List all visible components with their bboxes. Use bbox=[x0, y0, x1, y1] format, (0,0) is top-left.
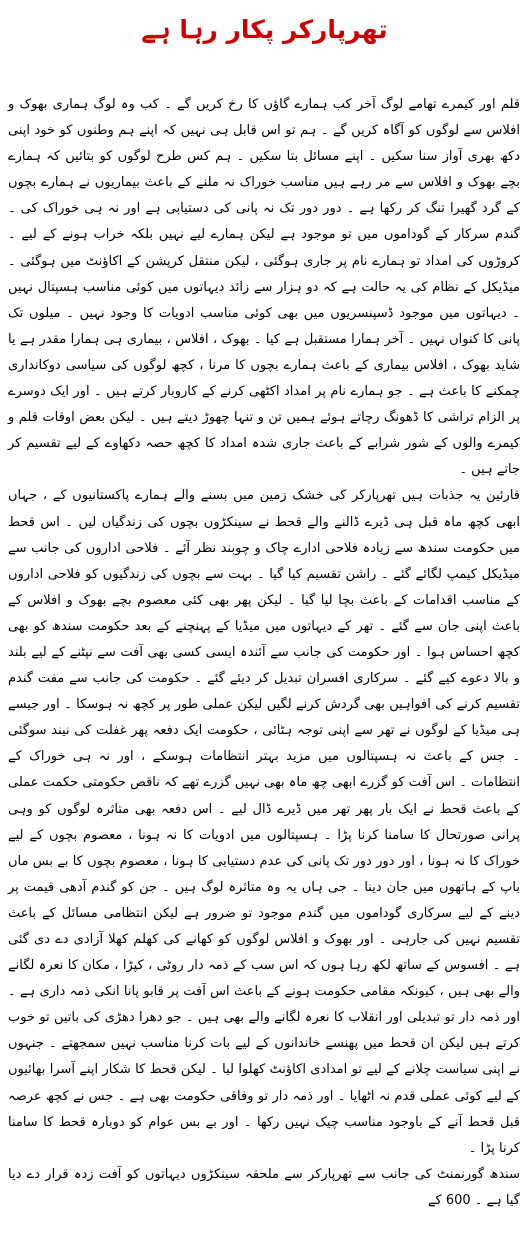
page-title: تھرپارکر پکار رہا ہے bbox=[141, 15, 388, 44]
paragraph-2: قارئین یہ جذبات ہیں تھرپارکر کی خشک زمین میں بسنے والے ہمارے پاکستانیوں کے ، جہاں ابھی کچھ ماہ قبل ہی ڈیرے ڈالنے والے قحط نے سینکڑوں بچوں کی زندگیاں لیں ۔ اس قحط میں حکومت سندھ سے زیادہ فلاحی ادارے چاک و چوبند نظر آئے ۔ فلاحی اداروں کی جانب سے میڈیکل کیمپ لگائے گئے ۔ راشن تقسیم کیا گیا ۔ بہت سے بچوں کی زندگیوں کو فلاحی اداروں کے مناسب اقدامات کے باعث بچا لیا گیا ۔ لیکن پھر بھی کئی معصوم بچے بھوک و افلاس کے باعث اپنی جان سے گئے ۔ تھر کے دیہاتوں میں میڈیا کے پہنچنے کے بعد حکومت سندھ کو بھی کچھ احساس ہوا ۔ اور حکومت کی جانب سے آئندہ ایسی کسی بھی آفت سے نپٹنے کے لیے بلند و بالا دعوے کیے گئے ۔ سرکاری افسران تبدیل کر دیئے گئے ۔ حکومت کی جانب سے مفت گندم تقسیم کرنے کی افواہیں بھی گردش کرنے لگیں لیکن عملی طور پر کچھ نہ ہوسکا ۔ اور جیسے ہی میڈیا کے لوگوں نے تھر سے اپنی توجہ ہٹائی ، حکومت ایک دفعہ پھر غفلت کی نیند سوگئی ۔ جس کے باعث نہ ہسپتالوں میں مزید بہتر انتظامات ہوسکے ، اور نہ ہی خوراک کے انتظامات ۔ اس آفت کو گزرے ابھی چھ ماہ بھی نہیں گزرے تھے کہ ناقص حکومتی حکمت عملی کے باعث قحط نے ایک بار پھر تھر میں ڈیرے ڈال لیے ۔ اس دفعہ بھی متاثرہ لوگوں کو وہی پرانی صورتحال کا سامنا کرنا پڑا ۔ ہسپتالوں میں ادویات کا نہ ہونا ، معصوم بچوں کے لیے خوراک کا نہ ہونا ، اور دور دور تک پانی کی عدم دستیابی کا ہونا ، معصوم بچوں کا بے بس ماں باپ کے ہاتھوں میں جان دینا ۔ جی ہاں یہ وہ متاثرہ لوگ ہیں ۔ جن کو گندم آدھی قیمت پر دینے کے لیے سرکاری گوداموں میں گندم موجود تو ضرور ہے لیکن انتظامی مسائل کے باعث تقسیم نہیں کی جارہی ۔ اور بھوک و افلاس لوگوں کو کھانے کی کھلم کھلا آزادی دے دی گئی ہے ۔ افسوس کے ساتھ لکھ رہا ہوں کہ اس سب کے ذمہ دار روٹی ، کپڑا ، مکان کا نعرہ لگانے والے بھی ہیں ، کیونکہ مقامی حکومت ہونے کے باعث اس آفت پر قابو پانا انکی ذمہ داری ہے ۔ اور ذمہ دار تو تبدیلی اور انقلاب کا نعرہ لگانے والے بھی ہیں ۔ جو دھرا دھڑی کی باتیں تو خوب کرتے ہیں لیکن ان قحط میں پھنسے خاندانوں کے لیے بات کرنا مناسب نہیں سمجھتے ۔ جنہوں نے اپنی سیاست چلانے کے لیے تو امدادی اکاؤنٹ کھلوا لیا ۔ لیکن قحط کا شکار اپنے آسرا بھائیوں کے لیے کوئی عملی قدم نہ اٹھایا ۔ اور ذمہ دار تو وفاقی حکومت بھی ہے ۔ جس نے کچھ عرصہ قبل قحط آنے کے باوجود مناسب چیک نہیں رکھا ۔ اور بے بس عوام کو دوبارہ قحط کا سامنا کرنا پڑا ۔ bbox=[8, 488, 520, 1156]
article-body bbox=[8, 92, 520, 1214]
paragraph-1: قلم اور کیمرے تھامے لوگ آخر کب ہمارے گاؤں کا رخ کریں گے ۔ کب وہ لوگ ہماری بھوک و افلاس سے لوگوں کو آگاہ کریں گے ۔ ہم تو اس قابل ہی نہیں کہ اپنے ہم وطنوں کو خود اپنی دکھ بھری آواز سنا سکیں ۔ اپنے مسائل بتا سکیں ۔ ہم کس طرح لوگوں کو بتائیں کہ ہمارے بچے بھوک و افلاس سے مر رہے ہیں مناسب خوراک نہ ملنے کے باعث بیماریوں نے ہمارے بچوں کے گرد گھیرا تنگ کر رکھا ہے ۔ دور دور تک نہ پانی کی دستیابی ہے اور نہ ہی خوراک کی ۔ گندم سرکار کے گوداموں میں تو موجود ہے لیکن ہمارے لیے نہیں بلکہ خراب ہونے کے لیے ۔ کروڑوں کی امداد تو ہمارے نام پر جاری ہوگئی ، لیکن منتقل کرپشن کے اکاؤنٹ میں ہوگئی ۔ میڈیکل کے نظام کی یہ حالت ہے کہ دو ہزار سے زائد دیہاتوں میں کوئی مناسب ہسپتال نہیں ۔ دیہاتوں میں موجود ڈسپنسریوں میں بھی کوئی مناسب ادویات کا وجود نہیں ۔ میلوں تک پانی کا کنواں نہیں ۔ آخر ہمارا مستقبل ہے کیا ۔ بھوک ، افلاس ، بیماری ہی ہمارا مقدر ہے یا شاید بھوک ، افلاس بیماری کے باعث ہمارے بچوں کا مرنا ، کچھ لوگوں کی سیاسی دوکانداری چمکنے کا باعث ہے ۔ جو ہمارے نام پر امداد اکٹھی کرنے کے کاروبار کرتے ہیں ۔ اور ایک دوسرے پر الزام تراشی کا ڈھونگ رچاتے ہوئے ہمیں تن و تنہا چھوڑ دیتے ہیں ۔ لیکن بعض اوقات قلم و کیمرے والوں کے شور شرابے کے باعث جاری شدہ امداد کا کچھ حصہ دکھاوے کے لیے تقسیم کر جاتے ہیں ۔ bbox=[8, 97, 520, 478]
paragraph-3: سندھ گورنمنٹ کی جانب سے تھرپارکر سے ملحقہ سینکڑوں دیہاتوں کو آفت زدہ قرار دے دیا گیا ہے ۔ 600 کے bbox=[8, 1166, 520, 1208]
